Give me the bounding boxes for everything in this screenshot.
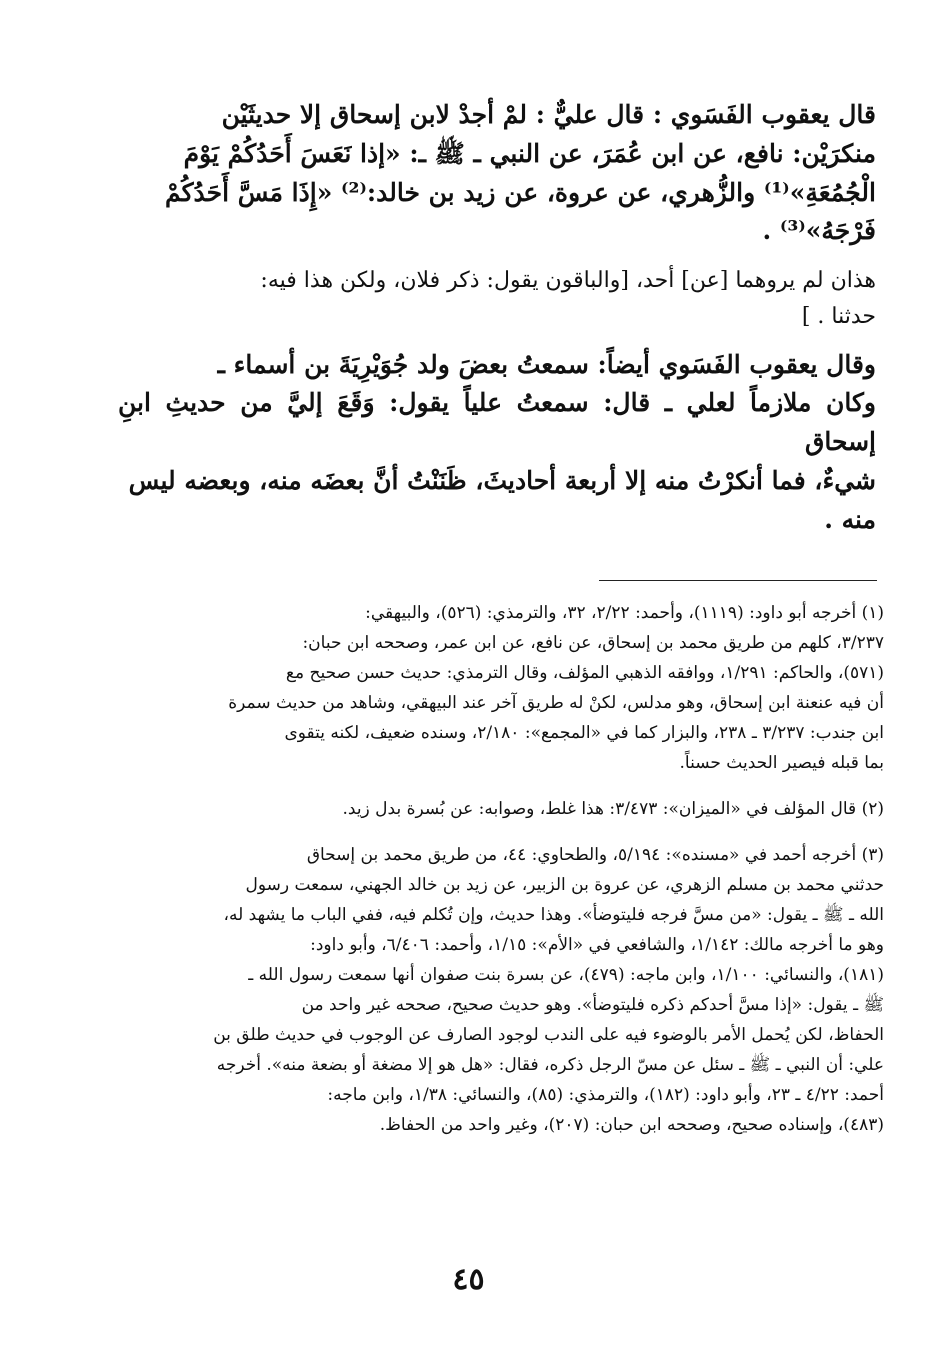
footnote-3	[128, 840, 884, 1140]
footnote-line: أن فيه عنعنة ابن إسحاق، وهو مدلس، لكنْ له طريق آخر عند البيهقي، وشاهد من حديث سمرة	[228, 693, 884, 713]
footnotes	[128, 598, 884, 1156]
footnote-line: حدثني محمد بن مسلم الزهري، عن عروة بن الزبير، عن زيد بن خالد الجهني، سمعت رسول	[245, 875, 884, 895]
footnote-line: (٤٨٣)، وإسناده صحيح، وصححه ابن حبان: (٢٠٧)، وغير واحد من الحفاظ.	[379, 1115, 884, 1135]
text-line: شيءٌ، فما أنكرْتُ منه إلا أربعة أحاديثَ، ظَنَنْتُ أنَّ بعضَه منه، وبعضه ليس	[128, 465, 876, 495]
page-number: ٤٥	[452, 1262, 485, 1297]
footnote-line: ٣/٢٣٧، كلهم من طريق محمد بن إسحاق، عن نافع، عن ابن عمر، وصححه ابن حبان:	[302, 633, 884, 653]
main-text	[118, 96, 876, 551]
text-line: وقال يعقوب الفَسَوي أيضاً: سمعتُ بعضَ ولد جُوَيْرِيَةَ بن أسماء ـ	[217, 349, 876, 379]
paragraph-3	[118, 346, 876, 540]
footnote-line: (٥٧١)، والحاكم: ١/٢٩١، ووافقه الذهبي المؤلف، وقال الترمذي: حديث حسن صحيح مع	[285, 663, 884, 683]
footnote-line: (٢) قال المؤلف في «الميزان»: ٣/٤٧٣: هذا غلط، وصوابه: عن بُسرة بدل زيد.	[342, 799, 884, 819]
footnote-line: ﷺ ـ يقول: «إذا مسَّ أحدكم ذكره فليتوضأ». وهو حديث صحيح، صححه غير واحد من	[301, 995, 884, 1015]
text-line: حدثنا . ]	[801, 304, 876, 330]
footnote-line: أحمد: ٤/٢٢ ـ ٢٣، وأبو داود: (١٨٢)، والترمذي: (٨٥)، والنسائي: ١/٣٨، وابن ماجه:	[327, 1085, 884, 1105]
text-line: منكرَيْن: نافع، عن ابن عُمَرَ، عن النبي ـ ﷺ ـ: «إذا نَعَسَ أَحَدُكُمْ يَوْمَ	[183, 138, 876, 168]
text-line: قال يعقوب الفَسَوي : قال عليٌّ : لمْ أجدْ لابن إسحاق إلا حديثَيْن	[221, 100, 876, 129]
footnote-line: بما قبله فيصير الحديث حسناً.	[679, 753, 884, 773]
footnote-divider	[599, 580, 877, 581]
paragraph-1	[118, 96, 876, 251]
footnote-1	[128, 598, 884, 778]
text-line: الْجُمُعَةِ»⁽¹⁾ والزُّهري، عن عروة، عن زيد بن خالد:⁽²⁾ «إِذَا مَسَّ أَحَدُكُمْ	[164, 177, 876, 207]
footnote-line: ابن جندب: ٣/٢٣٧ ـ ٢٣٨، والبزار كما في «المجمع»: ٢/١٨٠، وسنده ضعيف، لكنه يتقوى	[284, 723, 884, 743]
text-line: هذان لم يروهما [عن] أحد، [والباقون يقول: ذكر فلان، ولكن هذا فيه:	[260, 268, 876, 293]
footnote-2	[128, 794, 884, 824]
footnote-line: علي: أن النبي ـ ﷺ ـ سئل عن مسّ الرجل ذكره، فقال: «هل هو إلا مضغة أو بضعة منه». أخرجه	[216, 1055, 884, 1075]
footnote-line: (١) أخرجه أبو داود: (١١١٩)، وأحمد: ٢/٢٢، ٣٢، والترمذي: (٥٢٦)، والبيهقي:	[365, 603, 884, 623]
footnote-line: وهو ما أخرجه مالك: ١/١٤٢، والشافعي في «الأم»: ١/١٥، وأحمد: ٦/٤٠٦، وأبو داود:	[310, 935, 884, 955]
footnote-line: (٣) أخرجه أحمد في «مسنده»: ٥/١٩٤، والطحاوي: ٤٤، من طريق محمد بن إسحاق	[306, 845, 884, 865]
footnote-line: (١٨١)، والنسائي: ١/١٠٠، وابن ماجه: (٤٧٩)، عن بسرة بنت صفوان أنها سمعت رسول الله ـ	[248, 965, 884, 985]
text-line: منه .	[824, 504, 876, 534]
text-line: وكان ملازماً لعلي ـ قال: سمعتُ علياً يقول: وَقَعَ إليَّ من حديثِ ابنِ إسحاق	[118, 388, 876, 457]
footnote-line: الله ـ ﷺ ـ يقول: «من مسَّ فرجه فليتوضأ». وهذا حديث، وإن تُكلم فيه، ففي الباب ما يشهد له،	[223, 905, 884, 925]
paragraph-2	[118, 263, 876, 336]
footnote-line: الحفاظ، لكن يُحمل الأمر بالوضوء فيه على الندب لوجود الصارف عن الوجوب في حديث طلق بن	[213, 1025, 884, 1045]
text-line: فَرْجَهُ»⁽³⁾ .	[762, 216, 876, 246]
